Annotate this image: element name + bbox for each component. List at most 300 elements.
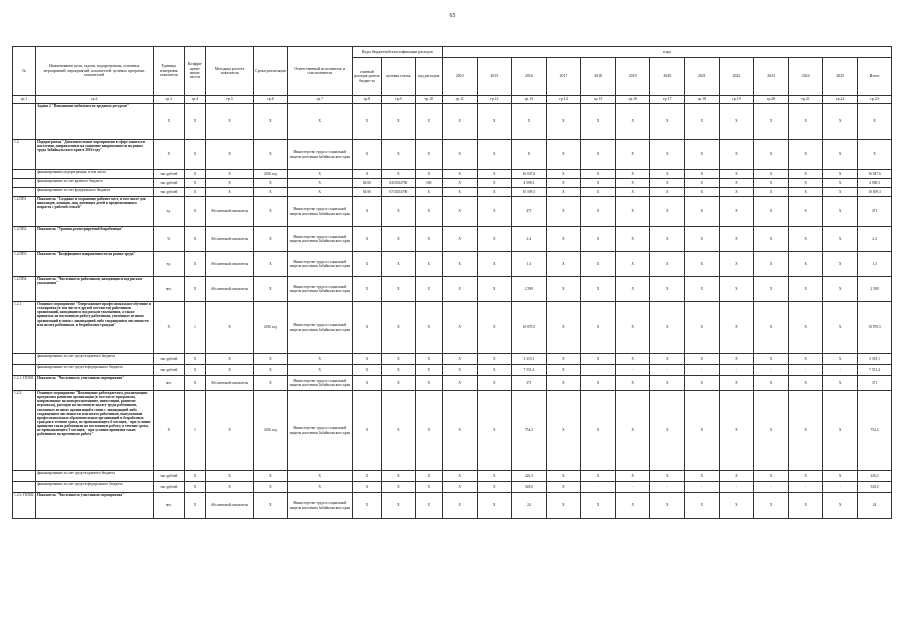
table-cell: Абсолютный показатель xyxy=(205,277,253,302)
table-cell: X xyxy=(546,302,581,354)
table-cell: X xyxy=(153,104,184,140)
header-budget-group: Коды бюджетной классификации расходов xyxy=(352,47,442,58)
column-number: гр.18 xyxy=(685,96,720,104)
table-cell: X xyxy=(442,493,477,519)
table-cell: X xyxy=(685,197,720,227)
column-number: гр.7 xyxy=(287,96,352,104)
table-row xyxy=(13,365,892,376)
table-cell: X xyxy=(205,482,253,493)
table-cell: X xyxy=(477,302,512,354)
table-cell: 04 06 xyxy=(352,179,381,188)
table-cell: X xyxy=(685,376,720,391)
table-cell: X xyxy=(184,170,205,179)
row-number: 1.2. xyxy=(13,140,36,170)
table-cell: - xyxy=(823,365,858,376)
table-cell: X xyxy=(254,188,288,197)
table-cell: 1 xyxy=(184,391,205,471)
table-cell: X xyxy=(650,252,685,277)
column-number: гр.4 xyxy=(184,96,205,104)
table-cell: X xyxy=(184,376,205,391)
column-number: гр.11 xyxy=(442,96,477,104)
table-cell: 10 870,5 xyxy=(512,302,547,354)
column-number: гр.20 xyxy=(754,96,789,104)
row-number: 1.2.ПП3 xyxy=(13,252,36,277)
header-unit: Единица измерения показателя xyxy=(153,47,184,96)
table-cell: X xyxy=(205,104,253,140)
table-cell: X xyxy=(512,140,547,170)
table-cell: 226,3 xyxy=(858,471,892,482)
table-cell: - xyxy=(650,482,685,493)
table-cell: X xyxy=(650,376,685,391)
table-cell: 1,3 xyxy=(512,252,547,277)
table-cell: 16 047,6 xyxy=(512,170,547,179)
table-cell: X xyxy=(442,170,477,179)
table-row xyxy=(13,188,892,197)
table-cell: X xyxy=(788,277,823,302)
table-cell: X xyxy=(415,227,442,252)
table-cell: - xyxy=(581,482,616,493)
table-cell: 2,4 xyxy=(512,227,547,252)
table-cell: X xyxy=(382,227,416,252)
table-cell: 24 xyxy=(858,493,892,519)
row-name: финансирование за счет средств федерального бюджета xyxy=(36,365,153,376)
header-budget-expense: код расходов xyxy=(415,58,442,96)
table-cell: X xyxy=(153,302,184,354)
table-cell: X xyxy=(788,197,823,227)
table-cell: X xyxy=(254,197,288,227)
table-cell: X xyxy=(442,391,477,471)
table-cell: X xyxy=(184,493,205,519)
table-cell: Министерство труда и социальной защиты населения Забайкальского края xyxy=(287,197,352,227)
table-cell: 471 xyxy=(858,197,892,227)
table-row xyxy=(13,354,892,365)
table-cell: X xyxy=(788,376,823,391)
column-number: гр.6 xyxy=(254,96,288,104)
row-name: Показатель "Коэффициент напряженности на рынке труда" xyxy=(36,252,153,277)
table-cell: X xyxy=(581,354,616,365)
table-cell: X xyxy=(352,391,381,471)
table-cell: X xyxy=(254,140,288,170)
table-cell: X xyxy=(615,197,650,227)
table-cell: X xyxy=(650,391,685,471)
table-cell: 226,3 xyxy=(512,471,547,482)
table-cell: X xyxy=(382,104,416,140)
row-name: Подпрограмма "Дополнительные мероприятия в сфере занятости населения, направленные на снижение напряженности на рынке труда Забайкальского края в 2016 году" xyxy=(36,140,153,170)
table-cell: X xyxy=(615,140,650,170)
table-cell: 528,0 xyxy=(512,482,547,493)
table-cell: X xyxy=(415,354,442,365)
table-cell: Министерство труда и социальной защиты населения Забайкальского края xyxy=(287,376,352,391)
table-cell: X xyxy=(184,277,205,302)
table-cell: X xyxy=(352,277,381,302)
header-year: 2020 xyxy=(650,58,685,96)
table-row xyxy=(13,197,892,227)
table-cell: X xyxy=(650,140,685,170)
table-cell: X xyxy=(615,493,650,519)
table-cell: X xyxy=(615,471,650,482)
table-cell: X xyxy=(581,252,616,277)
table-cell: X xyxy=(352,471,381,482)
table-cell: X xyxy=(615,227,650,252)
program-table xyxy=(12,46,892,519)
table-cell: 1,3 xyxy=(858,252,892,277)
table-cell: X xyxy=(205,179,253,188)
table-cell: X xyxy=(685,170,720,179)
table-cell: X xyxy=(788,252,823,277)
table-cell: X xyxy=(442,277,477,302)
table-cell: X xyxy=(685,104,720,140)
table-cell: X xyxy=(546,227,581,252)
table-cell: X xyxy=(442,354,477,365)
table-cell: % xyxy=(153,227,184,252)
table-cell: X xyxy=(858,140,892,170)
table-cell: X xyxy=(581,302,616,354)
column-number: гр.2 xyxy=(36,96,153,104)
table-cell: X xyxy=(184,104,205,140)
header-year: 2025 xyxy=(823,58,858,96)
table-cell: X xyxy=(719,140,754,170)
column-number: гр.5 xyxy=(205,96,253,104)
table-cell: X xyxy=(685,140,720,170)
table-cell: X xyxy=(546,493,581,519)
table-cell: X xyxy=(382,493,416,519)
table-cell: X xyxy=(442,365,477,376)
column-number: гр.8 xyxy=(352,96,381,104)
table-cell: X xyxy=(352,227,381,252)
table-cell: X xyxy=(415,365,442,376)
table-cell: X xyxy=(685,252,720,277)
header-term: Сроки реализации xyxy=(254,47,288,96)
table-cell: X xyxy=(477,197,512,227)
table-cell: X xyxy=(581,391,616,471)
row-name: Показатель "Создание и сохранение рабочих мест, в том числе для инвалидов, женщин, лиц, имеющих детей и предпенсионного возраста с рабочей семьей" xyxy=(36,197,153,227)
header-responsible: Ответственный исполнитель и соисполнители xyxy=(287,47,352,96)
table-cell: чел. xyxy=(153,493,184,519)
table-cell: 2016 год xyxy=(254,170,288,179)
header-method: Методика расчета показателя xyxy=(205,47,253,96)
table-cell: X xyxy=(823,252,858,277)
table-cell: X xyxy=(254,104,288,140)
table-cell: X xyxy=(184,252,205,277)
page-number: 65 xyxy=(449,13,456,19)
row-number xyxy=(13,365,36,376)
table-cell: 0710254700 xyxy=(382,188,416,197)
table-cell: Абсолютный показатель xyxy=(205,376,253,391)
column-number: гр.16 xyxy=(615,96,650,104)
row-number: 1.2.1.-ПОМ1 xyxy=(13,376,36,391)
row-name: финансирование за счет средств федерального бюджета xyxy=(36,482,153,493)
table-cell: X xyxy=(287,104,352,140)
table-cell: X xyxy=(788,179,823,188)
table-cell: X xyxy=(546,179,581,188)
table-cell: X xyxy=(685,391,720,471)
header-budget-admin: главный распоря-дитель бюдже-та xyxy=(352,58,381,96)
table-cell: X xyxy=(546,197,581,227)
table-cell: 528,0 xyxy=(858,482,892,493)
table-cell: X xyxy=(415,277,442,302)
table-cell: X xyxy=(823,170,858,179)
table-cell: X xyxy=(615,188,650,197)
table-cell: X xyxy=(477,277,512,302)
table-cell: X xyxy=(581,104,616,140)
table-cell: X xyxy=(650,227,685,252)
table-cell: X xyxy=(254,227,288,252)
table-cell: X xyxy=(546,471,581,482)
table-cell: X xyxy=(442,197,477,227)
table-cell: X xyxy=(685,302,720,354)
table-cell: тыс.рублей xyxy=(153,179,184,188)
table-cell: X xyxy=(352,354,381,365)
table-cell: 04 06 xyxy=(352,188,381,197)
table-cell: X xyxy=(184,188,205,197)
table-cell: X xyxy=(823,140,858,170)
row-name: финансирование за счет средств краевого бюджета xyxy=(36,471,153,482)
header-budget-article: целевая статья xyxy=(382,58,416,96)
table-row xyxy=(13,179,892,188)
table-row xyxy=(13,471,892,482)
table-cell: X xyxy=(382,140,416,170)
table-cell: X xyxy=(287,170,352,179)
table-cell: 2 589 xyxy=(858,277,892,302)
table-cell: 24 xyxy=(512,493,547,519)
table-cell: X xyxy=(184,227,205,252)
column-number: гр.1 xyxy=(13,96,36,104)
header-year: 2015 xyxy=(477,58,512,96)
table-cell: X xyxy=(205,471,253,482)
table-cell: - xyxy=(615,365,650,376)
table-cell: X xyxy=(788,227,823,252)
table-cell: X xyxy=(546,140,581,170)
column-number: гр.19 xyxy=(719,96,754,104)
table-cell: 0410354700 xyxy=(382,179,416,188)
table-cell: Министерство труда и социальной защиты населения Забайкальского края xyxy=(287,227,352,252)
table-row xyxy=(13,482,892,493)
table-cell: X xyxy=(581,197,616,227)
table-cell: X xyxy=(477,376,512,391)
table-cell: 7 551,4 xyxy=(512,365,547,376)
table-cell: X xyxy=(477,365,512,376)
header-year: 2018 xyxy=(581,58,616,96)
header-year: 2016 xyxy=(512,58,547,96)
table-cell: X xyxy=(581,493,616,519)
table-cell: X xyxy=(546,391,581,471)
table-cell: X xyxy=(823,391,858,471)
table-cell: X xyxy=(581,471,616,482)
table-cell: X xyxy=(581,376,616,391)
table-cell: X xyxy=(754,140,789,170)
row-number xyxy=(13,170,36,179)
table-cell: X xyxy=(352,482,381,493)
table-cell: X xyxy=(615,170,650,179)
table-cell: X xyxy=(788,170,823,179)
table-cell: X xyxy=(546,104,581,140)
table-cell: X xyxy=(685,354,720,365)
table-cell: X xyxy=(184,365,205,376)
table-cell: чел. xyxy=(153,277,184,302)
table-cell: 10 870,5 xyxy=(858,302,892,354)
table-cell: X xyxy=(442,188,477,197)
table-cell: X xyxy=(477,170,512,179)
table-cell: X xyxy=(477,179,512,188)
table-cell: - xyxy=(650,365,685,376)
table-cell: X xyxy=(352,302,381,354)
table-cell: - xyxy=(788,365,823,376)
row-name: Основное мероприятие "Возмещение работодателям, реализующим программы развития организации (в том числе программы, направленные на импортозамещение, инвестиции, развитие персонала), расходов на частичную оплату труда работников, уволенных из иных организаций в связи с ликвидацией либо сокращением численности или штата работников, выпускников профессиональных образовательных организаций и безработных граждан в течение срока, не превышающего 6 месяцев, - при условии принятия таких работников на постоянную работу; в течение срока, не превышающего 3 месяцев, - при условии принятия таких работников на временную работу" xyxy=(36,391,153,471)
table-row xyxy=(13,252,892,277)
table-cell: X xyxy=(287,188,352,197)
table-cell: X xyxy=(650,104,685,140)
row-number: 1.2.2.-ПОМ2 xyxy=(13,493,36,519)
table-row xyxy=(13,391,892,471)
table-cell: X xyxy=(382,354,416,365)
column-number: гр.10 xyxy=(415,96,442,104)
table-cell: 16 047,6 xyxy=(858,170,892,179)
header-num: № xyxy=(13,47,36,96)
table-cell: X xyxy=(442,471,477,482)
table-cell: Министерство труда и социальной защиты населения Забайкальского края xyxy=(287,302,352,354)
table-cell: X xyxy=(754,391,789,471)
table-cell: X xyxy=(352,197,381,227)
table-cell: 3 319,1 xyxy=(512,354,547,365)
table-cell: X xyxy=(382,170,416,179)
row-number: 1.2.ПП4 xyxy=(13,277,36,302)
table-cell: X xyxy=(788,140,823,170)
table-cell: X xyxy=(685,277,720,302)
table-cell: X xyxy=(685,227,720,252)
table-cell: X xyxy=(382,376,416,391)
table-cell: X xyxy=(546,252,581,277)
table-cell: X xyxy=(477,140,512,170)
table-cell: X xyxy=(754,354,789,365)
table-cell: X xyxy=(254,471,288,482)
table-cell: X xyxy=(477,354,512,365)
table-cell: X xyxy=(754,104,789,140)
table-cell: X xyxy=(184,354,205,365)
table-cell: 500 xyxy=(415,179,442,188)
table-cell: - xyxy=(788,482,823,493)
row-number xyxy=(13,104,36,140)
table-cell: 371 xyxy=(858,376,892,391)
table-cell: X xyxy=(615,354,650,365)
header-name: Наименование цели, задачи, подпрограммы, основных мероприятий, мероприятий, показателей, целевых программ, показателей xyxy=(36,47,153,96)
table-cell: - xyxy=(615,482,650,493)
table-cell: X xyxy=(581,188,616,197)
table-cell: X xyxy=(254,376,288,391)
table-cell: - xyxy=(754,482,789,493)
table-cell: X xyxy=(254,252,288,277)
table-cell: X xyxy=(685,188,720,197)
table-cell: X xyxy=(184,179,205,188)
table-cell: X xyxy=(415,302,442,354)
table-cell: - xyxy=(754,365,789,376)
table-cell: тыс.рублей xyxy=(153,170,184,179)
table-cell: X xyxy=(254,354,288,365)
table-cell: 3 319,1 xyxy=(858,354,892,365)
header-year: 2010 xyxy=(442,58,477,96)
table-cell: 10 509,3 xyxy=(858,188,892,197)
table-cell: 10 509,3 xyxy=(512,188,547,197)
table-cell: X xyxy=(254,277,288,302)
table-cell: X xyxy=(382,365,416,376)
table-cell: тыс.рублей xyxy=(153,188,184,197)
table-cell: X xyxy=(615,252,650,277)
table-cell: X xyxy=(788,471,823,482)
column-number: гр.17 xyxy=(650,96,685,104)
table-cell: X xyxy=(352,252,381,277)
table-cell: X xyxy=(719,170,754,179)
row-number xyxy=(13,179,36,188)
table-cell: X xyxy=(719,227,754,252)
row-name: Показатель "Численность участников мероприятия" xyxy=(36,376,153,391)
table-cell: X xyxy=(254,365,288,376)
table-cell: X xyxy=(382,471,416,482)
table-cell: ед. xyxy=(153,252,184,277)
table-cell: X xyxy=(719,391,754,471)
table-cell: X xyxy=(477,252,512,277)
table-cell: 2,4 xyxy=(858,227,892,252)
table-cell: X xyxy=(382,277,416,302)
column-number: гр.21 xyxy=(788,96,823,104)
column-number: гр.23 xyxy=(858,96,892,104)
column-number: гр.9 xyxy=(382,96,416,104)
table-cell: X xyxy=(581,140,616,170)
table-cell: X xyxy=(442,140,477,170)
table-cell: X xyxy=(477,188,512,197)
table-cell: X xyxy=(823,227,858,252)
table-cell: X xyxy=(719,302,754,354)
table-cell: X xyxy=(184,140,205,170)
table-cell: X xyxy=(205,170,253,179)
table-cell: X xyxy=(754,170,789,179)
table-cell: X xyxy=(153,140,184,170)
table-cell: X xyxy=(477,391,512,471)
table-cell: - xyxy=(581,365,616,376)
column-number: гр.22 xyxy=(823,96,858,104)
table-cell: X xyxy=(754,493,789,519)
column-number: гр.12 xyxy=(477,96,512,104)
table-cell: X xyxy=(581,179,616,188)
table-cell: X xyxy=(754,302,789,354)
table-cell: - xyxy=(823,482,858,493)
table-cell: X xyxy=(415,197,442,227)
table-cell: X xyxy=(546,365,581,376)
table-cell: X xyxy=(546,170,581,179)
row-number xyxy=(13,188,36,197)
table-cell: X xyxy=(415,104,442,140)
table-cell: Министерство труда и социальной защиты населения Забайкальского края xyxy=(287,140,352,170)
table-cell: X xyxy=(254,482,288,493)
table-cell: X xyxy=(352,365,381,376)
table-cell: X xyxy=(415,471,442,482)
table-row xyxy=(13,376,892,391)
row-number xyxy=(13,482,36,493)
table-cell: X xyxy=(352,104,381,140)
table-cell: X xyxy=(287,179,352,188)
table-cell: X xyxy=(477,104,512,140)
table-cell: X xyxy=(788,104,823,140)
table-cell: X xyxy=(650,354,685,365)
header-year: 2021 xyxy=(685,58,720,96)
table-cell: 2 589 xyxy=(512,277,547,302)
table-cell: 371 xyxy=(512,376,547,391)
table-cell: X xyxy=(153,391,184,471)
table-cell: X xyxy=(546,188,581,197)
table-cell: X xyxy=(442,252,477,277)
table-cell: X xyxy=(415,376,442,391)
table-cell: 754,3 xyxy=(512,391,547,471)
row-name: финансирование за счет федерального бюджета xyxy=(36,188,153,197)
table-cell: X xyxy=(382,252,416,277)
